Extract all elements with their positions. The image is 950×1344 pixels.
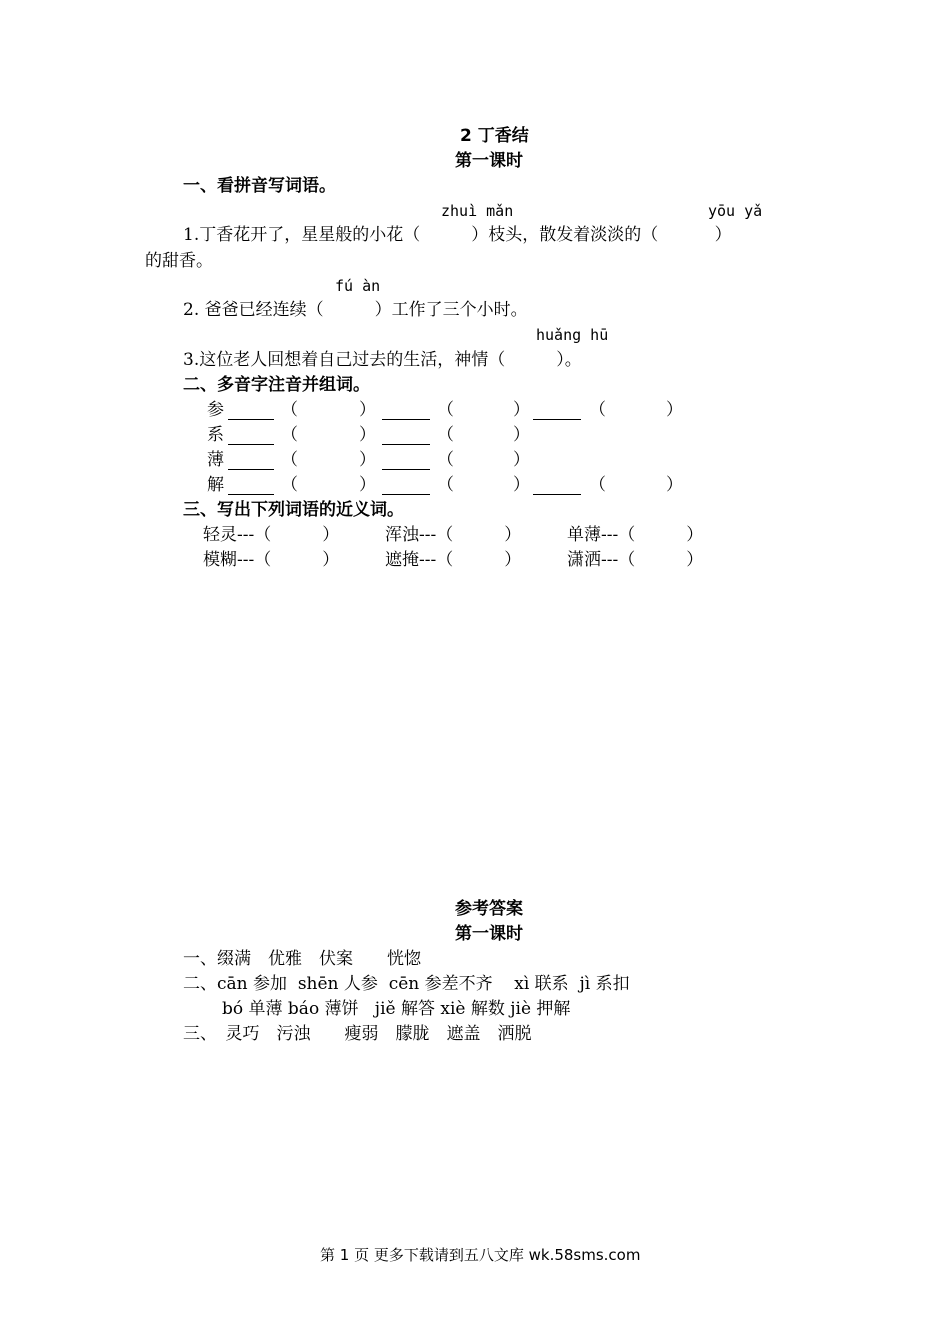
question-3: 3.这位老人回想着自己过去的生活，神情（ ）。 bbox=[183, 350, 582, 370]
pinyin-hint: fú àn bbox=[335, 277, 381, 295]
synonym-item: 单薄---（ ） bbox=[567, 525, 704, 545]
pinyin-hint: zhuì mǎn bbox=[441, 202, 514, 220]
answer-line: bó 单薄 báo 薄饼 jiě 解答 xiè 解数 jiè 押解 bbox=[222, 999, 571, 1019]
paren-open: （ bbox=[437, 450, 454, 470]
answer-blank[interactable] bbox=[228, 478, 274, 495]
synonym-item: 遮掩---（ ） bbox=[385, 550, 522, 570]
page-subtitle: 第一课时 bbox=[455, 151, 523, 171]
answer-blank[interactable] bbox=[382, 403, 430, 420]
answer-blank[interactable] bbox=[228, 453, 274, 470]
answers-title: 参考答案 bbox=[455, 899, 523, 919]
paren-open: （ bbox=[437, 475, 454, 495]
section-heading-1: 一、看拼音写词语。 bbox=[183, 176, 336, 196]
answers-subtitle: 第一课时 bbox=[455, 924, 523, 944]
paren-close: ） bbox=[513, 400, 530, 420]
paren-open: （ bbox=[281, 425, 298, 445]
section-heading-2: 二、多音字注音并组词。 bbox=[183, 375, 370, 395]
question-2: 2. 爸爸已经连续（ ）工作了三个小时。 bbox=[183, 300, 528, 320]
polyphone-char: 薄 bbox=[207, 450, 224, 470]
answer-blank[interactable] bbox=[533, 403, 581, 420]
answer-blank[interactable] bbox=[382, 453, 430, 470]
answer-blank[interactable] bbox=[382, 478, 430, 495]
paren-close: ） bbox=[359, 400, 376, 420]
paren-open: （ bbox=[281, 450, 298, 470]
pinyin-hint: yōu yǎ bbox=[708, 202, 763, 220]
polyphone-char: 参 bbox=[207, 400, 224, 420]
answer-line: 二、cān 参加 shēn 人参 cēn 参差不齐 xì 联系 jì 系扣 bbox=[183, 974, 630, 994]
answer-blank[interactable] bbox=[228, 403, 274, 420]
polyphone-char: 解 bbox=[207, 475, 224, 495]
question-1: 1.丁香花开了，星星般的小花（ ）枝头，散发着淡淡的（ ） bbox=[183, 225, 732, 245]
pinyin-hint: huǎng hū bbox=[536, 326, 609, 344]
question-1-cont: 的甜香。 bbox=[145, 251, 213, 271]
answer-blank[interactable] bbox=[228, 428, 274, 445]
paren-close: ） bbox=[666, 400, 683, 420]
paren-close: ） bbox=[513, 425, 530, 445]
polyphone-char: 系 bbox=[207, 425, 224, 445]
paren-open: （ bbox=[437, 425, 454, 445]
synonym-item: 浑浊---（ ） bbox=[385, 525, 522, 545]
synonym-item: 轻灵---（ ） bbox=[203, 525, 340, 545]
paren-open: （ bbox=[281, 400, 298, 420]
section-heading-3: 三、写出下列词语的近义词。 bbox=[183, 500, 404, 520]
answer-blank[interactable] bbox=[382, 428, 430, 445]
page-title: 2 丁香结 bbox=[460, 126, 529, 146]
paren-close: ） bbox=[513, 450, 530, 470]
synonym-item: 模糊---（ ） bbox=[203, 550, 340, 570]
answer-line: 一、缀满 优雅 伏案 恍惚 bbox=[183, 949, 421, 969]
paren-close: ） bbox=[359, 450, 376, 470]
paren-open: （ bbox=[589, 400, 606, 420]
synonym-item: 潇洒---（ ） bbox=[567, 550, 704, 570]
paren-close: ） bbox=[666, 475, 683, 495]
answer-blank[interactable] bbox=[533, 478, 581, 495]
paren-close: ） bbox=[359, 475, 376, 495]
paren-open: （ bbox=[589, 475, 606, 495]
paren-open: （ bbox=[281, 475, 298, 495]
page-footer: 第 1 页 更多下载请到五八文库 wk.58sms.com bbox=[320, 1246, 641, 1264]
paren-open: （ bbox=[437, 400, 454, 420]
answer-line: 三、 灵巧 污浊 瘦弱 朦胧 遮盖 洒脱 bbox=[183, 1024, 532, 1044]
paren-close: ） bbox=[513, 475, 530, 495]
paren-close: ） bbox=[359, 425, 376, 445]
